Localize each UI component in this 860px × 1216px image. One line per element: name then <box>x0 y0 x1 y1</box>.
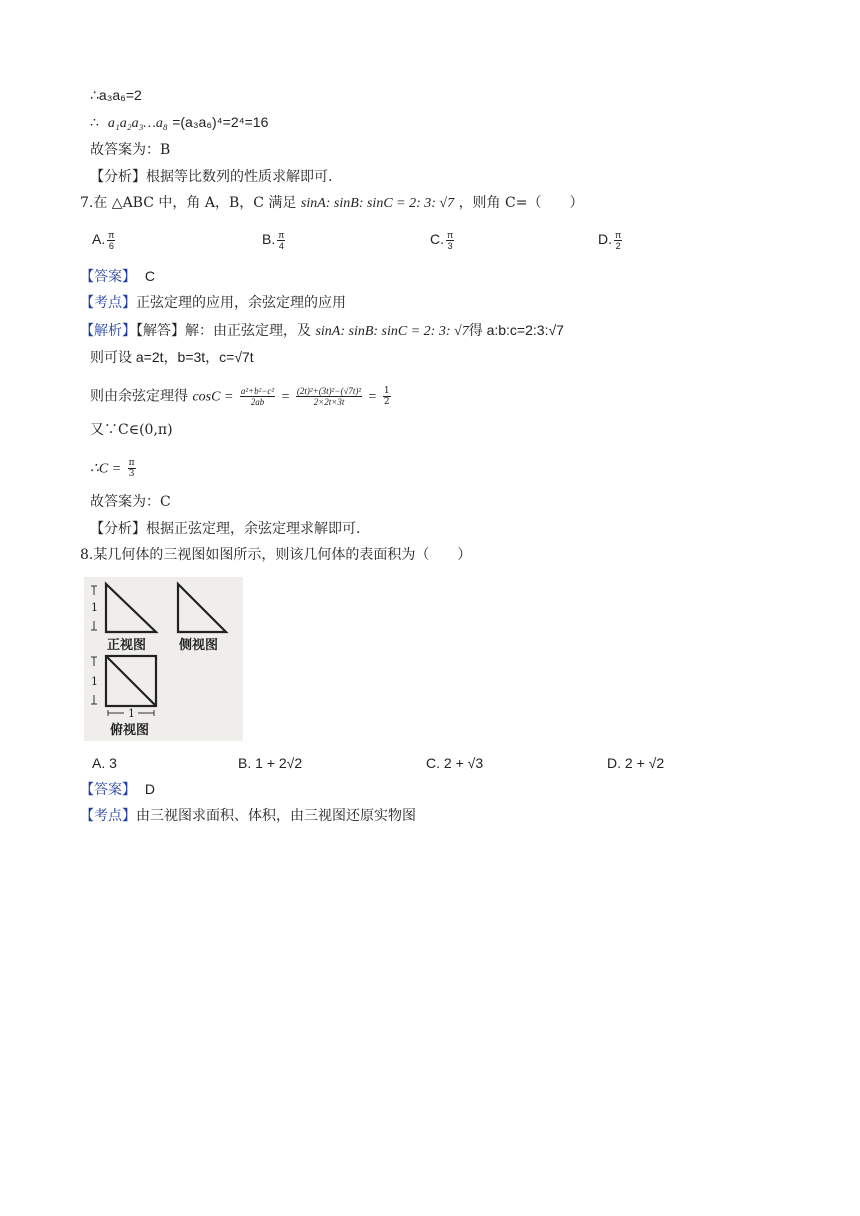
jiexi-text-a: 【解答】解：由正弦定理，及 <box>136 323 311 339</box>
jiexi-ratio: sinA: sinB: sinC = 2: 3: √7 <box>315 324 469 339</box>
set-variables-line: 则可设 a=2t，b=3t，c=√7t <box>90 349 254 365</box>
question-7-stem <box>80 194 583 213</box>
cosine-law-line: 则由余弦定理得 cosC = $\frac{\text{a²+b²−c²}}{2ab}$ = $\frac{\text{(2t)²+(3t)²−(√7t)²}}{2\times 2t\times 3t}$ = $\frac{1}{2}$ <box>90 386 390 407</box>
jiexi-tag: 【解析】 <box>80 323 136 339</box>
range-line: 又∵C∈(0,π) <box>90 422 173 438</box>
three-view-figure <box>84 577 243 741</box>
line-a3a6: ∴a₃a₆=2 <box>90 87 142 103</box>
cos-fraction-2: $\frac{\text{(2t)²+(3t)²−(√7t)²}}{2\times 2t\times 3t}$ <box>296 386 362 407</box>
fenxi-7 <box>90 520 360 538</box>
answer-value: C <box>144 268 156 284</box>
question-8-stem <box>80 546 471 564</box>
c-fraction: $\frac{\pi}{3}$ <box>128 458 135 479</box>
analysis-text: 根据等比数列的性质求解即可. <box>146 169 333 185</box>
option-c: C. $\frac{\pi}{3}$ <box>430 230 454 251</box>
ratio-expr: sinA: sinB: sinC = 2: 3: √7 <box>300 196 455 211</box>
fenxi-text: 根据正弦定理，余弦定理求解即可. <box>146 521 361 537</box>
analysis-tag: 【分析】 <box>90 169 146 185</box>
kaodian-8 <box>80 807 416 825</box>
answer-8 <box>80 780 155 799</box>
answer-7 <box>80 267 155 286</box>
product-expr: a₁a₂a₃…a₈ <box>107 116 168 131</box>
therefore-c: ∴C = <box>90 461 122 477</box>
q8-option-c: C. 2 + √3 <box>426 755 484 771</box>
answer-line-6: 故答案为：B <box>90 142 171 158</box>
stem-text: 某几何体的三视图如图所示，则该几何体的表面积为（ ） <box>93 547 472 563</box>
kaodian-7 <box>80 294 346 312</box>
kaodian-text: 正弦定理的应用，余弦定理的应用 <box>136 295 346 311</box>
jiexi-text-b: 得 a:b:c=2:3:√7 <box>468 322 564 338</box>
kaodian-tag: 【考点】 <box>80 295 136 311</box>
jiexi-7 <box>80 321 564 341</box>
final-answer-7: 故答案为：C <box>90 494 171 510</box>
kaodian-text: 由三视图求面积、体积，由三视图还原实物图 <box>136 808 416 824</box>
q8-option-b: B. 1 + 2√2 <box>238 755 303 771</box>
option-b: B. $\frac{\pi}{4}$ <box>262 230 285 251</box>
line-product <box>90 113 268 133</box>
cos-fraction-3: $\frac{1}{2}$ <box>383 386 390 407</box>
dim-label-width: 1 <box>128 707 135 720</box>
question-number: 8. <box>80 547 94 563</box>
cos-prefix: 则由余弦定理得 <box>90 388 188 405</box>
fenxi-tag: 【分析】 <box>90 521 146 537</box>
front-view-label: 正视图 <box>107 638 147 653</box>
dim-label-front: 1 <box>91 601 98 614</box>
top-view-label: 俯视图 <box>110 723 150 738</box>
stem-part-a: 在 △ABC 中，角 A，B，C 满足 <box>93 195 297 211</box>
answer-value: D <box>144 781 156 797</box>
analysis-line-6 <box>90 168 332 186</box>
kaodian-tag: 【考点】 <box>80 808 136 824</box>
q8-option-a: A. 3 <box>92 755 117 771</box>
therefore-symbol: ∴ <box>90 115 99 131</box>
side-view-label: 侧视图 <box>179 638 219 653</box>
option-d: D. $\frac{\pi}{2}$ <box>598 230 622 251</box>
dim-label-top: 1 <box>91 675 98 688</box>
cos-lhs: cosC = <box>192 389 234 405</box>
option-a: A. $\frac{\pi}{6}$ <box>92 230 115 251</box>
answer-tag: 【答案】 <box>80 782 136 798</box>
cos-fraction-1: $\frac{\text{a²+b²−c²}}{2ab}$ <box>240 386 275 407</box>
q8-option-d: D. 2 + √2 <box>607 755 665 771</box>
stem-part-b: ，则角 C=（ ） <box>458 195 584 211</box>
answer-tag: 【答案】 <box>80 269 136 285</box>
therefore-line <box>90 458 138 479</box>
product-result: =(a₃a₆)⁴=2⁴=16 <box>172 114 269 130</box>
question-number: 7. <box>80 195 94 211</box>
